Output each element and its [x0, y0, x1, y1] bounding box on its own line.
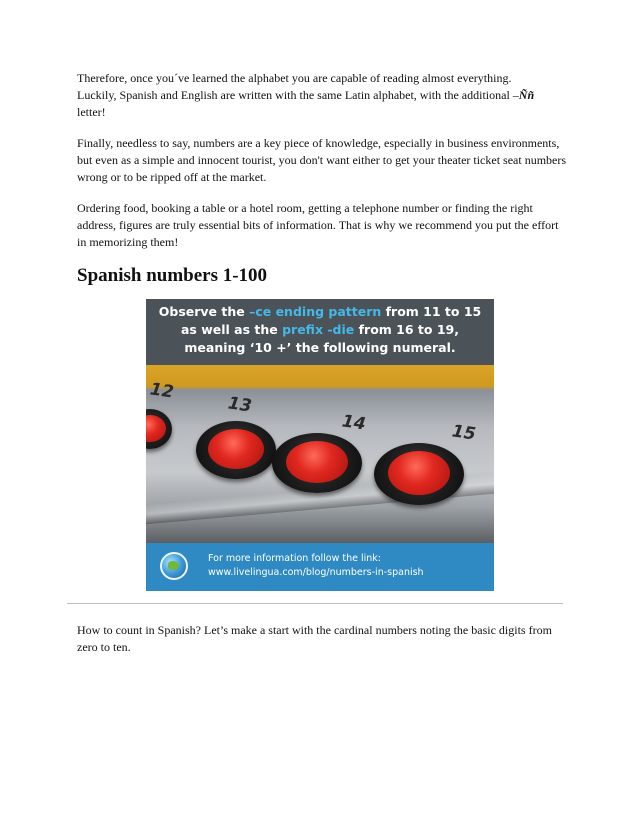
paragraph-numbers-importance: Finally, needless to say, numbers are a key piece of knowledge, especially in business environments, but even as a simple and innocent tourist, you don't want either to get your theater ticket seat numbers wrong or to be ripped off at the market.: [77, 136, 567, 184]
red-button-14: [286, 441, 348, 483]
paragraph-alphabet-line1: Therefore, once you´ve learned the alphabet you are capable of reading almost everything.: [77, 71, 512, 85]
banner-line-1: [146, 303, 494, 321]
divider: [67, 603, 563, 604]
banner-highlight-die: prefix -die: [282, 322, 355, 337]
footer-caption: For more information follow the link:: [208, 553, 381, 564]
infographic-banner: [146, 299, 494, 365]
button-number-14: 14: [340, 411, 367, 435]
button-number-13: 13: [226, 393, 253, 417]
numbers-infographic: [146, 299, 494, 591]
banner-line-3: meaning ‘10 +’ the following numeral.: [184, 340, 456, 355]
red-button-13: [208, 429, 264, 469]
enye-letter: Ññ: [518, 88, 535, 102]
footer-link: www.livelingua.com/blog/numbers-in-spanish: [208, 567, 424, 578]
banner-highlight-ce: –ce ending pattern: [249, 304, 382, 319]
globe-icon: [160, 552, 188, 580]
paragraph-counting-intro: How to count in Spanish? Let’s make a start with the cardinal numbers noting the basic digits from zero to ten.: [77, 623, 552, 654]
red-button-15: [388, 451, 450, 495]
paragraph-alphabet-line2: Luckily, Spanish and English are written with the same Latin alphabet, with the additional –: [77, 88, 519, 102]
paragraph-alphabet-line3: letter!: [77, 105, 106, 119]
document-page: [77, 70, 567, 670]
paragraph-alphabet: [77, 70, 567, 121]
banner-line-2: [146, 321, 494, 339]
banner-text: from 11 to 15: [381, 304, 482, 319]
banner-text: as well as the: [180, 322, 283, 337]
banner-text: from 16 to 19,: [354, 322, 459, 337]
buttons-photo: [146, 365, 494, 543]
banner-text: Observe the: [158, 304, 250, 319]
button-number-15: 15: [450, 421, 477, 445]
button-number-12: 12: [148, 379, 175, 403]
infographic-footer: [146, 543, 494, 591]
section-title: Spanish numbers 1-100: [77, 265, 268, 286]
paragraph-figures-essential: Ordering food, booking a table or a hotel room, getting a telephone number or finding the right address, figures are truly essential bits of information. That is why we recommend you put the effort in memorizing them!: [77, 201, 559, 249]
